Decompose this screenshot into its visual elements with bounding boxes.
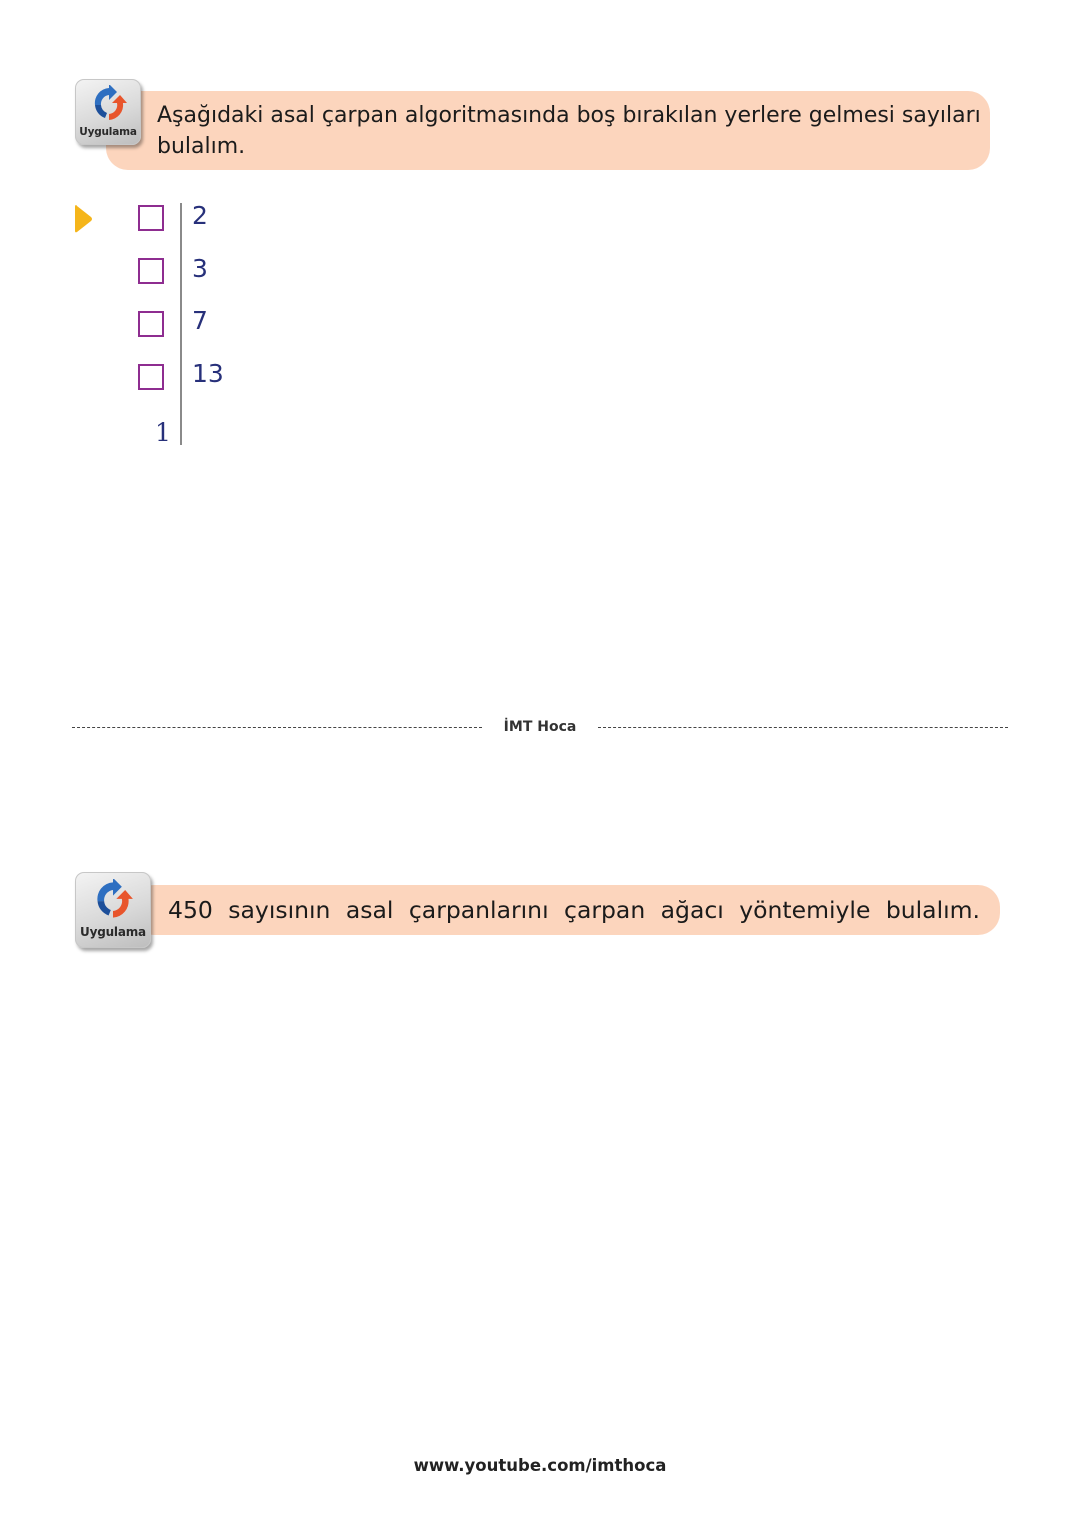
ladder-divider-line bbox=[180, 203, 182, 445]
separator-label: İMT Hoca bbox=[503, 719, 577, 735]
uygulama-badge-icon bbox=[75, 79, 141, 145]
divisor-value: 2 bbox=[192, 201, 208, 230]
badge-label: Uygulama bbox=[79, 126, 137, 138]
badge-label: Uygulama bbox=[80, 925, 146, 939]
pointer-arrow-icon bbox=[74, 204, 94, 234]
blank-box[interactable] bbox=[138, 364, 164, 390]
dashed-separator-left bbox=[72, 727, 482, 728]
blank-box[interactable] bbox=[138, 311, 164, 337]
uygulama-badge-icon bbox=[75, 872, 151, 948]
divisor-value: 7 bbox=[192, 306, 208, 335]
question-bar bbox=[106, 91, 990, 170]
question-bar bbox=[132, 885, 1000, 935]
question-text: Aşağıdaki asal çarpan algoritmasında boş bırakılan yerlere gelmesi sayıları bulalım. bbox=[157, 103, 981, 159]
final-quotient: 1 bbox=[155, 418, 171, 447]
blank-box[interactable] bbox=[138, 258, 164, 284]
divisor-value: 3 bbox=[192, 254, 208, 283]
blank-box[interactable] bbox=[138, 205, 164, 231]
cycle-arrows-icon bbox=[91, 85, 127, 123]
dashed-separator-right bbox=[598, 727, 1008, 728]
divisor-value: 13 bbox=[192, 359, 224, 388]
cycle-arrows-icon bbox=[93, 879, 133, 921]
question-text: 450 sayısının asal çarpanlarını çarpan ağacı yöntemiyle bulalım. bbox=[168, 896, 980, 924]
footer-url: www.youtube.com/imthoca bbox=[413, 1456, 667, 1475]
